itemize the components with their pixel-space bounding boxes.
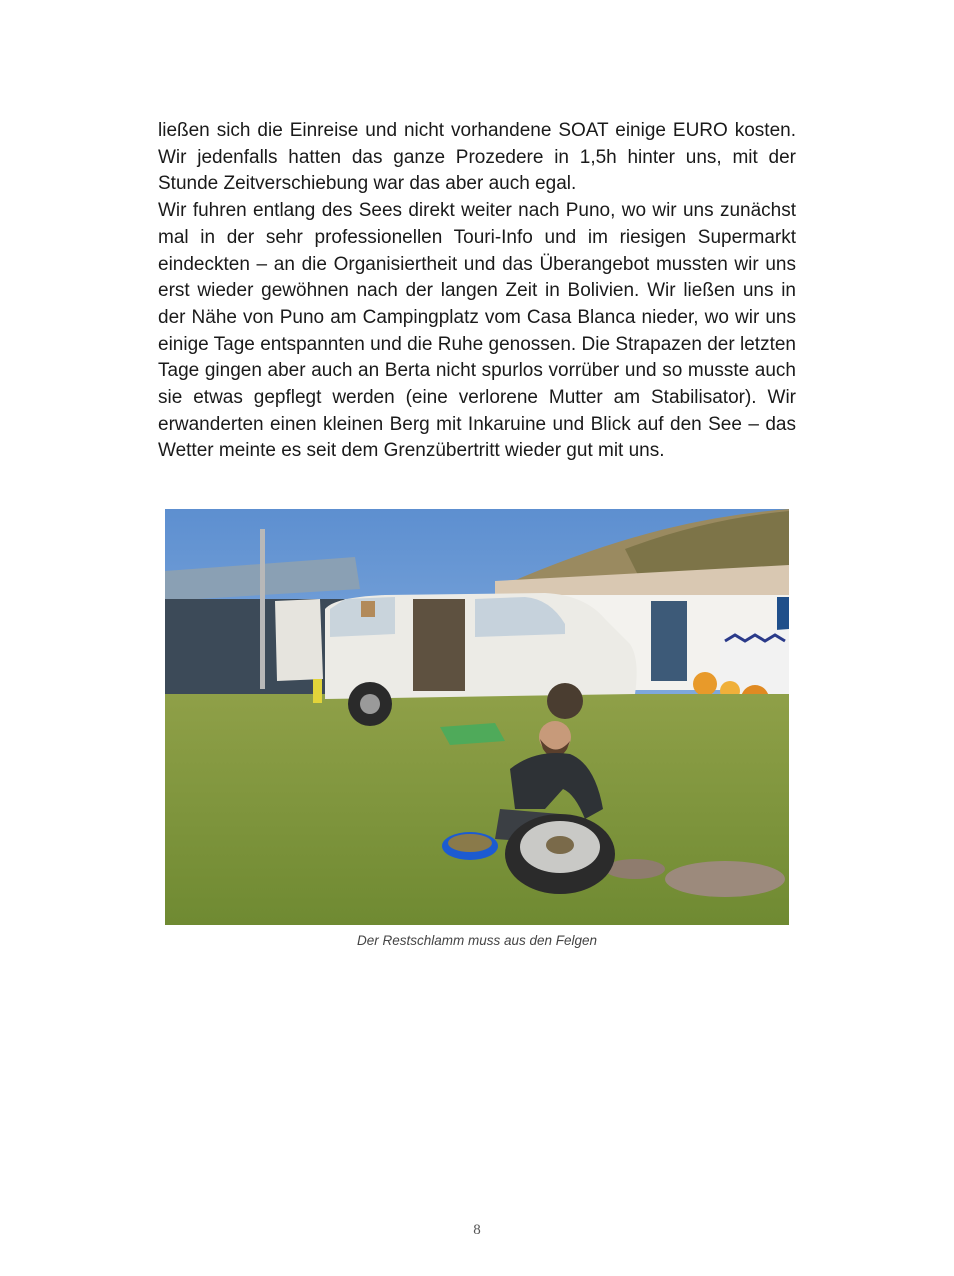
figure-caption: Der Restschlamm muss aus den Felgen (356, 933, 598, 948)
paragraph-1: ließen sich die Einreise und nicht vorhandene SOAT einige EURO kosten. Wir jedenfalls hatten das ganze Prozedere in 1,5h hinter uns, mit der Stunde Zeitverschiebung war das aber auch egal. (158, 120, 796, 195)
body-text (158, 118, 796, 465)
page-number: 8 (473, 1222, 481, 1238)
paragraph-2: Wir fuhren entlang des Sees direkt weiter nach Puno, wo wir uns zunächst mal in der sehr professionellen Touri-Info und im riesigen Supermarkt eindeckten – an die Organisiertheit und das Überangebot mussten wir uns erst wieder gewöhnen nach der langen Zeit in Bolivien. Wir ließen uns in der Nähe von Puno am Campingplatz vom Casa Blanca nieder, wo wir uns einige Tage entspannten und die Ruhe genossen. Die Strapazen der letzten Tage gingen aber auch an Berta nicht spurlos vorrüber und so musste auch sie etwas gepflegt werden (eine verlorene Mutter am Stabilisator). Wir erwanderten einen kleinen Berg mit Inkaruine und Blick auf den See – das Wetter meinte es seit dem Grenzübertritt wieder gut mit uns. (158, 200, 796, 462)
photo-illustration (165, 509, 789, 925)
photo-van-tire (165, 509, 789, 925)
